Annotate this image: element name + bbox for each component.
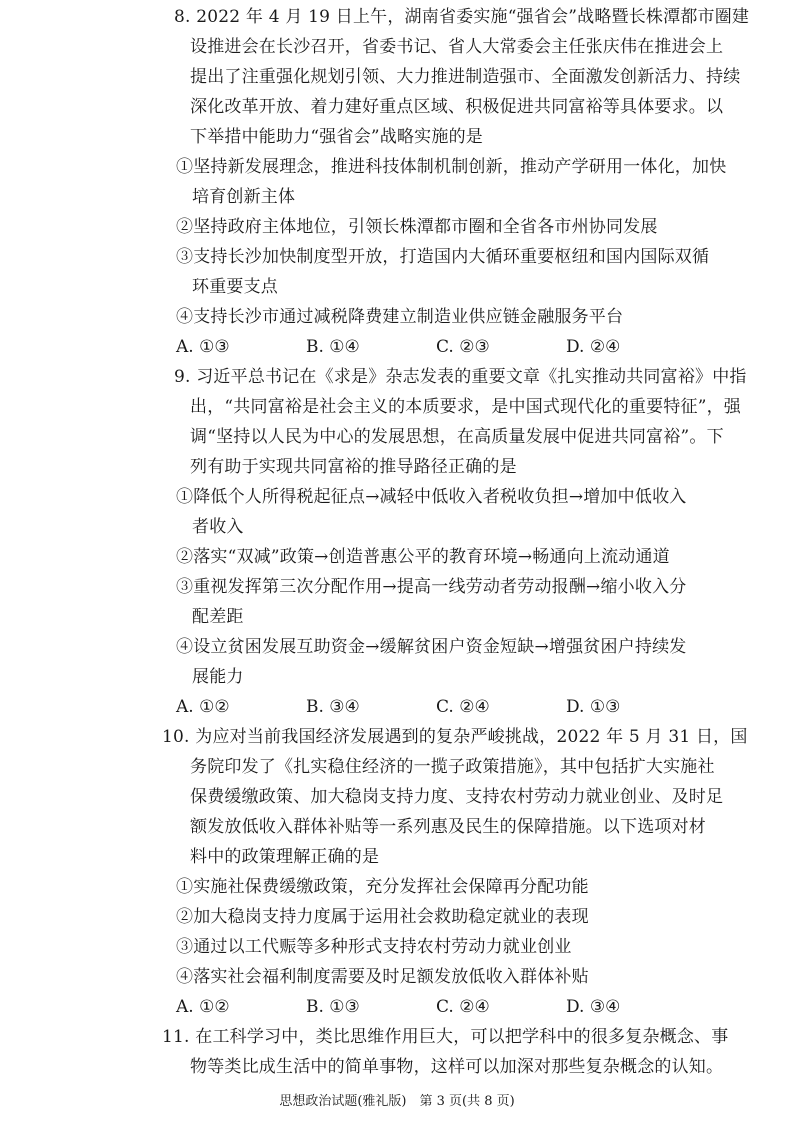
answer-choice-a: A. ①②	[176, 697, 230, 717]
statement-line: ③重视发挥第三次分配作用→提高一线劳动者劳动报酬→缩小收入分	[176, 577, 687, 597]
answer-choice-d: D. ①③	[566, 697, 621, 717]
statement-line: ④落实社会福利制度需要及时足额发放低收入群体补贴	[176, 967, 589, 987]
question-text-line: 设推进会在长沙召开，省委书记、省人大常委会主任张庆伟在推进会上	[190, 37, 724, 57]
statement-line: 培育创新主体	[192, 187, 296, 207]
answer-choice-d: D. ②④	[566, 337, 621, 357]
answer-choice-c: C. ②④	[436, 697, 490, 717]
question-text-line: 8. 2022 年 4 月 19 日上午，湖南省委实施“强省会”战略暨长株潭都市圈建	[174, 7, 750, 27]
question-text-line: 下举措中能助力“强省会”战略实施的是	[190, 127, 483, 147]
answer-choice-c: C. ②③	[436, 337, 490, 357]
question-text-line: 9. 习近平总书记在《求是》杂志发表的重要文章《扎实推动共同富裕》中指	[174, 367, 747, 387]
statement-line: ④设立贫困发展互助资金→缓解贫困户资金短缺→增强贫困户持续发	[176, 637, 687, 657]
statement-line: ③通过以工代赈等多种形式支持农村劳动力就业创业	[176, 937, 572, 957]
statement-line: ③支持长沙加快制度型开放，打造国内大循环重要枢纽和国内国际双循	[176, 247, 710, 267]
question-text-line: 出，“共同富裕是社会主义的本质要求，是中国式现代化的重要特征”，强	[190, 397, 741, 417]
question-text-line: 保费缓缴政策、加大稳岗支持力度、支持农村劳动力就业创业、及时足	[190, 787, 724, 807]
question-text-line: 列有助于实现共同富裕的推导路径正确的是	[190, 457, 517, 477]
statement-line: ①坚持新发展理念，推进科技体制机制创新，推动产学研用一体化，加快	[176, 157, 727, 177]
question-text-line: 物等类比成生活中的简单事物，这样可以加深对那些复杂概念的认知。	[190, 1057, 724, 1077]
statement-line: ①实施社保费缓缴政策，充分发挥社会保障再分配功能	[176, 877, 589, 897]
statement-line: ②坚持政府主体地位，引领长株潭都市圈和全省各市州协同发展	[176, 217, 658, 237]
page-footer: 思想政治试题(雅礼版) 第 3 页(共 8 页)	[279, 1094, 515, 1109]
answer-choice-d: D. ③④	[566, 997, 621, 1017]
statement-line: 配差距	[192, 607, 244, 627]
statement-line: 环重要支点	[192, 277, 278, 297]
question-text-line: 提出了注重强化规划引领、大力推进制造强市、全面激发创新活力、持续	[190, 67, 741, 87]
statement-line: ④支持长沙市通过减税降费建立制造业供应链金融服务平台	[176, 307, 624, 327]
statement-line: 展能力	[192, 667, 244, 687]
answer-choice-b: B. ③④	[306, 697, 360, 717]
statement-line: 者收入	[192, 517, 244, 537]
answer-choice-a: A. ①③	[176, 337, 230, 357]
answer-choice-a: A. ①②	[176, 997, 230, 1017]
question-text-line: 额发放低收入群体补贴等一系列惠及民生的保障措施。以下选项对材	[190, 817, 706, 837]
question-text-line: 10. 为应对当前我国经济发展遇到的复杂严峻挑战，2022 年 5 月 31 日，国	[162, 727, 748, 747]
statement-line: ①降低个人所得税起征点→减轻中低收入者税收负担→增加中低收入	[176, 487, 687, 507]
statement-line: ②落实“双减”政策→创造普惠公平的教育环境→畅通向上流动通道	[176, 547, 670, 567]
question-text-line: 深化改革开放、着力建好重点区域、积极促进共同富裕等具体要求。以	[190, 97, 724, 117]
question-text-line: 调“坚持以人民为中心的发展思想，在高质量发展中促进共同富裕”。下	[190, 427, 724, 447]
statement-line: ②加大稳岗支持力度属于运用社会救助稳定就业的表现	[176, 907, 589, 927]
answer-choice-b: B. ①④	[306, 337, 360, 357]
answer-choice-c: C. ②④	[436, 997, 490, 1017]
question-text-line: 料中的政策理解正确的是	[190, 847, 380, 867]
answer-choice-b: B. ①③	[306, 997, 360, 1017]
question-text-line: 11. 在工科学习中，类比思维作用巨大，可以把学科中的很多复杂概念、事	[162, 1027, 729, 1047]
question-text-line: 务院印发了《扎实稳住经济的一揽子政策措施》，其中包括扩大实施社	[190, 757, 715, 777]
